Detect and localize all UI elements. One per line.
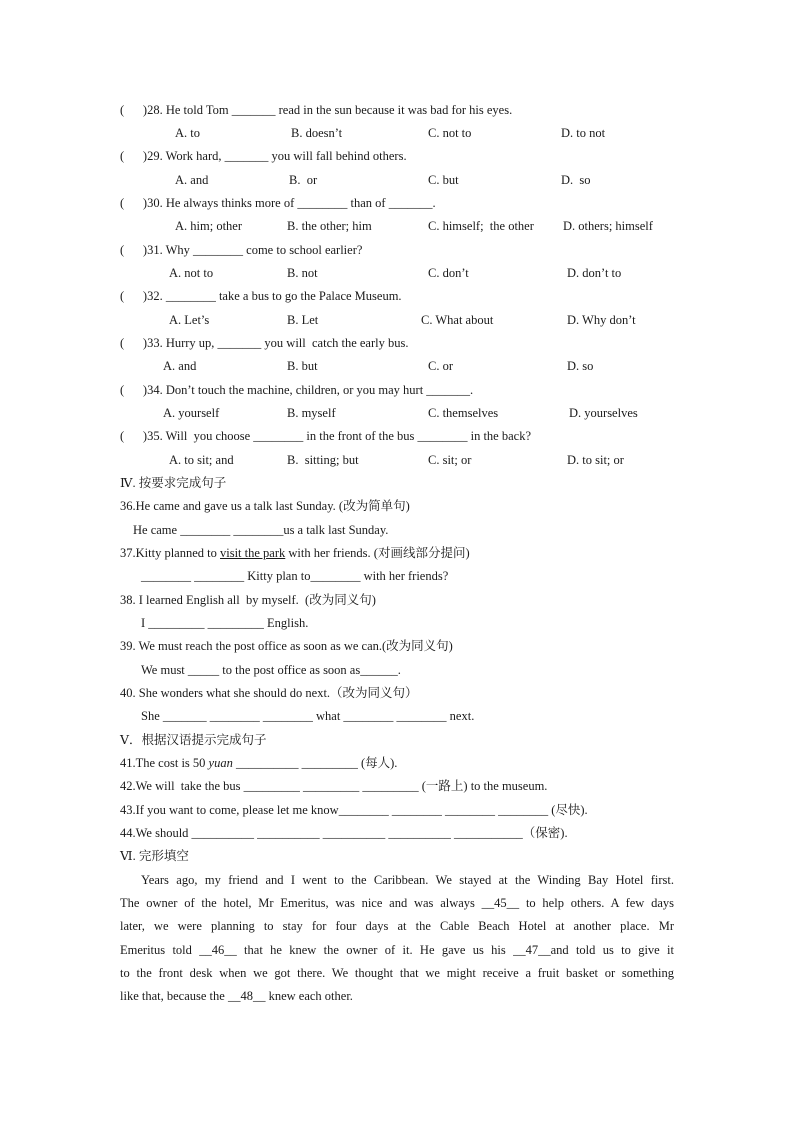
q42-line[interactable]: 42.We will take the bus _________ _________ _________ (一路上) to the museum. <box>120 779 548 793</box>
section-4-title: Ⅳ. 按要求完成句子 <box>120 476 227 490</box>
q28-option-b[interactable]: B. doesn’t <box>291 126 343 140</box>
q44-line[interactable]: 44.We should __________ __________ __________ __________ ___________（保密). <box>120 826 568 840</box>
question-35-stem: ( )35. Will you choose ________ in the front of the bus ________ in the back? <box>120 429 532 443</box>
q30-option-c[interactable]: C. himself; the other <box>428 219 534 233</box>
q30-option-b[interactable]: B. the other; him <box>287 219 372 233</box>
q32-option-c[interactable]: C. What about <box>421 313 494 327</box>
passage-line-6-text: like that, because the <box>120 988 228 1003</box>
question-30-stem: ( )30. He always thinks more of ________ than of _______. <box>120 196 436 210</box>
q35-option-a[interactable]: A. to sit; and <box>169 453 234 467</box>
passage-line-5: to the front desk when we got there. We thought that we might receive a fruit basket or something <box>120 965 674 980</box>
q36-prompt: 36.He came and gave us a talk last Sunday. (改为简单句) <box>120 499 410 513</box>
q36-answer-line[interactable]: He came ________ ________us a talk last Sunday. <box>133 523 389 537</box>
blank-45[interactable]: __45__ <box>481 896 520 911</box>
q34-option-a[interactable]: A. yourself <box>163 406 220 420</box>
passage-line-2 <box>120 892 674 915</box>
q35-option-d[interactable]: D. to sit; or <box>567 453 624 467</box>
passage-line-4-text: Emeritus told <box>120 942 200 957</box>
q29-option-d[interactable]: D. so <box>561 173 591 187</box>
q41-line[interactable] <box>120 756 397 771</box>
q39-prompt: 39. We must reach the post office as soon as we can.(改为同义句) <box>120 639 453 653</box>
question-29-stem: ( )29. Work hard, _______ you will fall behind others. <box>120 149 407 163</box>
section-5-title: Ⅴ．根据汉语提示完成句子 <box>120 733 267 747</box>
q32-option-d[interactable]: D. Why don’t <box>567 313 636 327</box>
section-6-title: Ⅵ. 完形填空 <box>120 849 189 863</box>
passage-line-2-text: The owner of the hotel, Mr Emeritus, was nice and was always <box>120 896 482 911</box>
passage-line-2-tail: to help others. A few days <box>519 896 674 911</box>
q34-option-b[interactable]: B. myself <box>287 406 336 420</box>
passage-line-3: later, we were planning to stay for four days at the Cable Beach Hotel at another place. Mr <box>120 919 674 934</box>
passage-line-6 <box>120 985 674 1008</box>
q29-option-c[interactable]: C. but <box>428 173 459 187</box>
q31-option-c[interactable]: C. don’t <box>428 266 469 280</box>
q31-option-a[interactable]: A. not to <box>169 266 214 280</box>
blank-48[interactable]: __48__ <box>227 988 266 1003</box>
q29-option-a[interactable]: A. and <box>175 173 209 187</box>
q31-option-b[interactable]: B. not <box>287 266 318 280</box>
question-31-stem: ( )31. Why ________ come to school earlier? <box>120 243 363 257</box>
q43-line[interactable]: 43.If you want to come, please let me know________ ________ ________ ________ (尽快). <box>120 803 588 817</box>
cloze-passage <box>120 869 674 1008</box>
q38-prompt: 38. I learned English all by myself. (改为同义句) <box>120 593 376 607</box>
blank-46[interactable]: __46__ <box>199 942 237 957</box>
q37-prompt-pre: 37.Kitty planned to <box>120 546 220 560</box>
q30-option-d[interactable]: D. others; himself <box>563 219 653 233</box>
q37-prompt-post: with her friends. (对画线部分提问) <box>285 546 470 560</box>
q32-option-b[interactable]: B. Let <box>287 313 319 327</box>
q41-post: __________ _________ (每人). <box>232 756 398 770</box>
question-33-stem: ( )33. Hurry up, _______ you will catch the early bus. <box>120 336 409 350</box>
q28-option-a[interactable]: A. to <box>175 126 200 140</box>
passage-line-6-tail: knew each other. <box>265 988 353 1003</box>
q37-prompt <box>120 546 470 561</box>
q28-option-d[interactable]: D. to not <box>561 126 606 140</box>
q32-option-a[interactable]: A. Let’s <box>169 313 210 327</box>
q28-option-c[interactable]: C. not to <box>428 126 472 140</box>
q37-underlined-part: visit the park <box>220 546 286 560</box>
q31-option-d[interactable]: D. don’t to <box>567 266 622 280</box>
q33-option-a[interactable]: A. and <box>163 359 197 373</box>
blank-47[interactable]: __47__ <box>513 942 551 957</box>
q38-answer-line[interactable]: I _________ _________ English. <box>141 616 309 630</box>
q35-option-b[interactable]: B. sitting; but <box>287 453 359 467</box>
q41-pre: 41.The cost is 50 <box>120 756 209 770</box>
q33-option-b[interactable]: B. but <box>287 359 318 373</box>
question-34-stem: ( )34. Don’t touch the machine, children, or you may hurt _______. <box>120 383 474 397</box>
q39-answer-line[interactable]: We must _____ to the post office as soon as______. <box>141 663 401 677</box>
passage-line-4-mid: that he knew the owner of it. He gave us his <box>236 942 514 957</box>
q35-option-c[interactable]: C. sit; or <box>428 453 472 467</box>
question-32-stem: ( )32. ________ take a bus to go the Palace Museum. <box>120 289 402 303</box>
q33-option-d[interactable]: D. so <box>567 359 594 373</box>
passage-line-4-tail: and told us to give it <box>550 942 674 957</box>
q34-option-d[interactable]: D. yourselves <box>569 406 638 420</box>
q40-answer-line[interactable]: She _______ ________ ________ what ________ ________ next. <box>141 709 475 723</box>
passage-line-1: Years ago, my friend and I went to the Caribbean. We stayed at the Winding Bay Hotel first. <box>141 873 674 887</box>
q30-option-a[interactable]: A. him; other <box>175 219 243 233</box>
q34-option-c[interactable]: C. themselves <box>428 406 499 420</box>
q40-prompt: 40. She wonders what she should do next.（改为同义句） <box>120 686 418 700</box>
question-28-stem: ( )28. He told Tom _______ read in the sun because it was bad for his eyes. <box>120 103 513 117</box>
q37-answer-line[interactable]: ________ ________ Kitty plan to________ with her friends? <box>141 569 449 583</box>
q41-yuan: yuan <box>208 756 233 770</box>
q33-option-c[interactable]: C. or <box>428 359 453 373</box>
q29-option-b[interactable]: B. or <box>289 173 318 187</box>
passage-line-4 <box>120 939 674 962</box>
